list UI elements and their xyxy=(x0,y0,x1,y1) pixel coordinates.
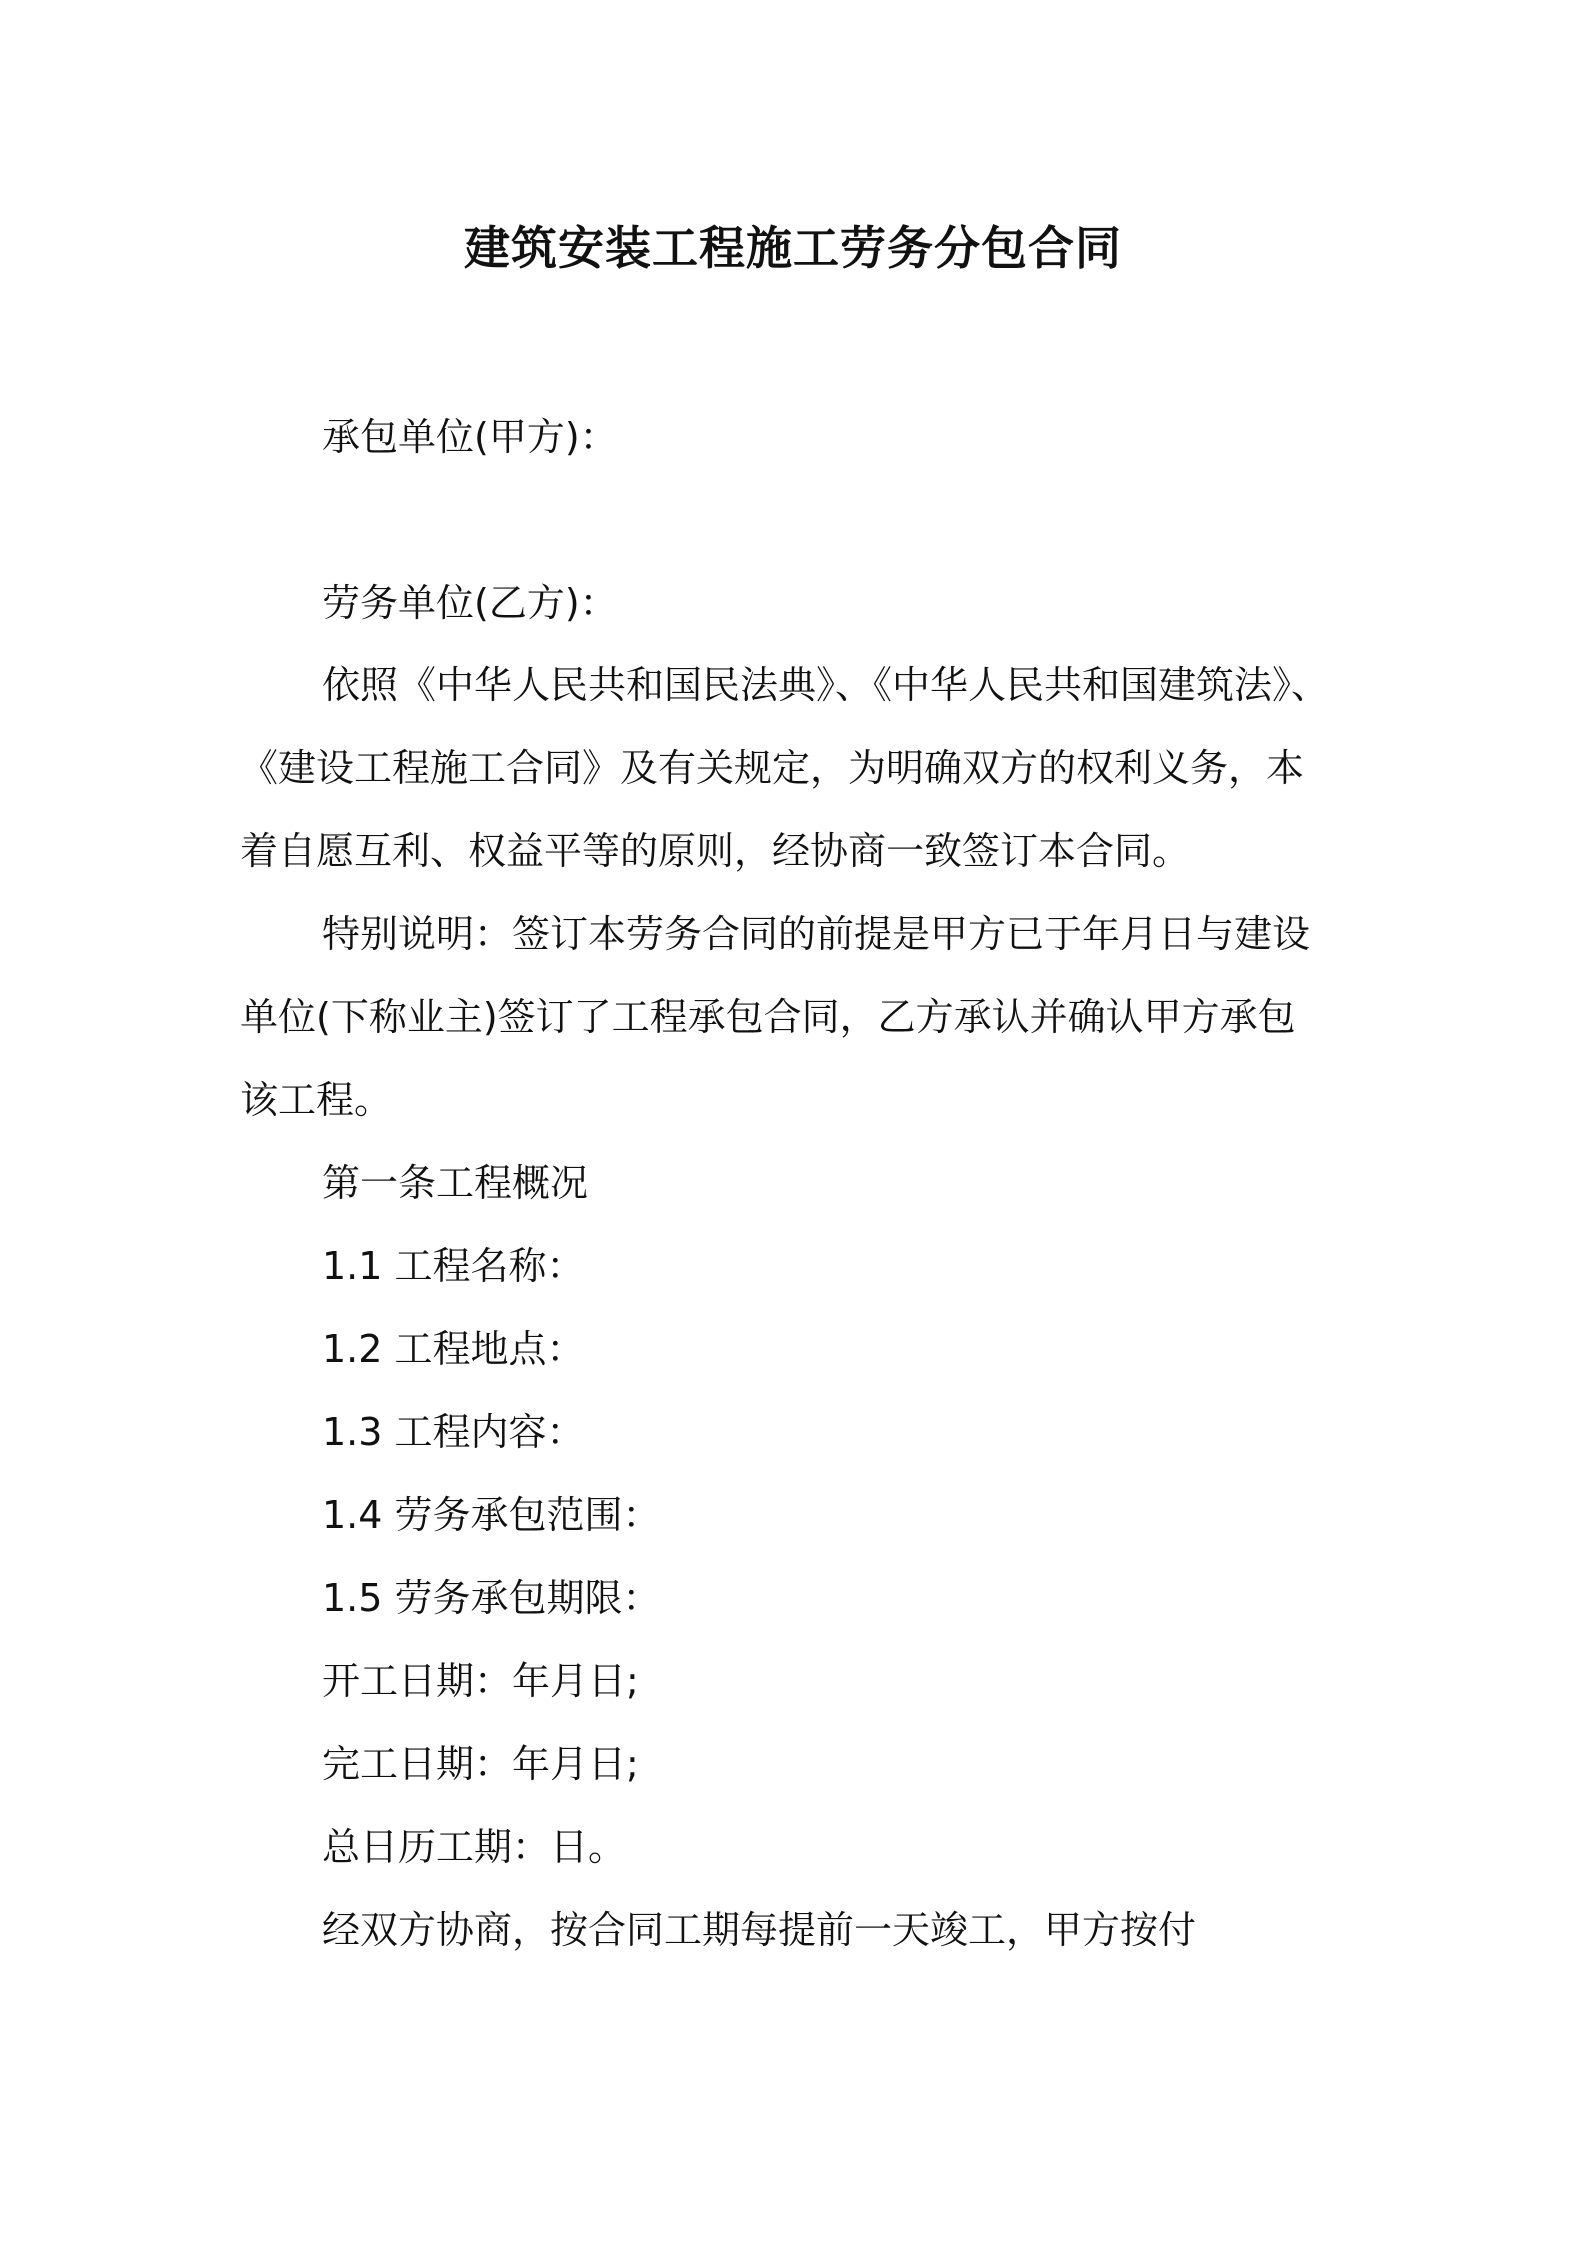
completion-date-line: 完工日期：年月日; xyxy=(322,1742,639,1786)
item-project-name: 1.1 工程名称： xyxy=(322,1244,585,1288)
party-b-label: 劳务单位(乙方)： xyxy=(322,581,618,625)
party-a-label: 承包单位(甲方)： xyxy=(322,415,618,459)
special-note-line-2: 单位(下称业主)签订了工程承包合同，乙方承认并确认甲方承包 xyxy=(240,995,1296,1039)
item-project-location: 1.2 工程地点： xyxy=(322,1327,585,1371)
total-duration-line: 总日历工期：日。 xyxy=(322,1825,627,1869)
preamble-line-1: 依照《中华人民共和国民法典》、《中华人民共和国建筑法》、 xyxy=(322,663,1330,707)
start-date-line: 开工日期：年月日; xyxy=(322,1659,639,1703)
special-note-line-1: 特别说明：签订本劳务合同的前提是甲方已于年月日与建设 xyxy=(322,912,1311,956)
preamble-line-2: 《建设工程施工合同》及有关规定，为明确双方的权利义务，本 xyxy=(240,746,1305,790)
preamble-line-3: 着自愿互利、权益平等的原则，经协商一致签订本合同。 xyxy=(240,829,1191,873)
item-labor-scope: 1.4 劳务承包范围： xyxy=(322,1493,661,1537)
document-title: 建筑安装工程施工劳务分包合同 xyxy=(464,221,1122,275)
article-1-heading: 第一条工程概况 xyxy=(322,1161,589,1205)
early-completion-clause: 经双方协商，按合同工期每提前一天竣工，甲方按付 xyxy=(322,1908,1197,1952)
special-note-line-3: 该工程。 xyxy=(240,1078,393,1122)
item-project-content: 1.3 工程内容： xyxy=(322,1410,585,1454)
item-labor-period: 1.5 劳务承包期限： xyxy=(322,1576,661,1620)
